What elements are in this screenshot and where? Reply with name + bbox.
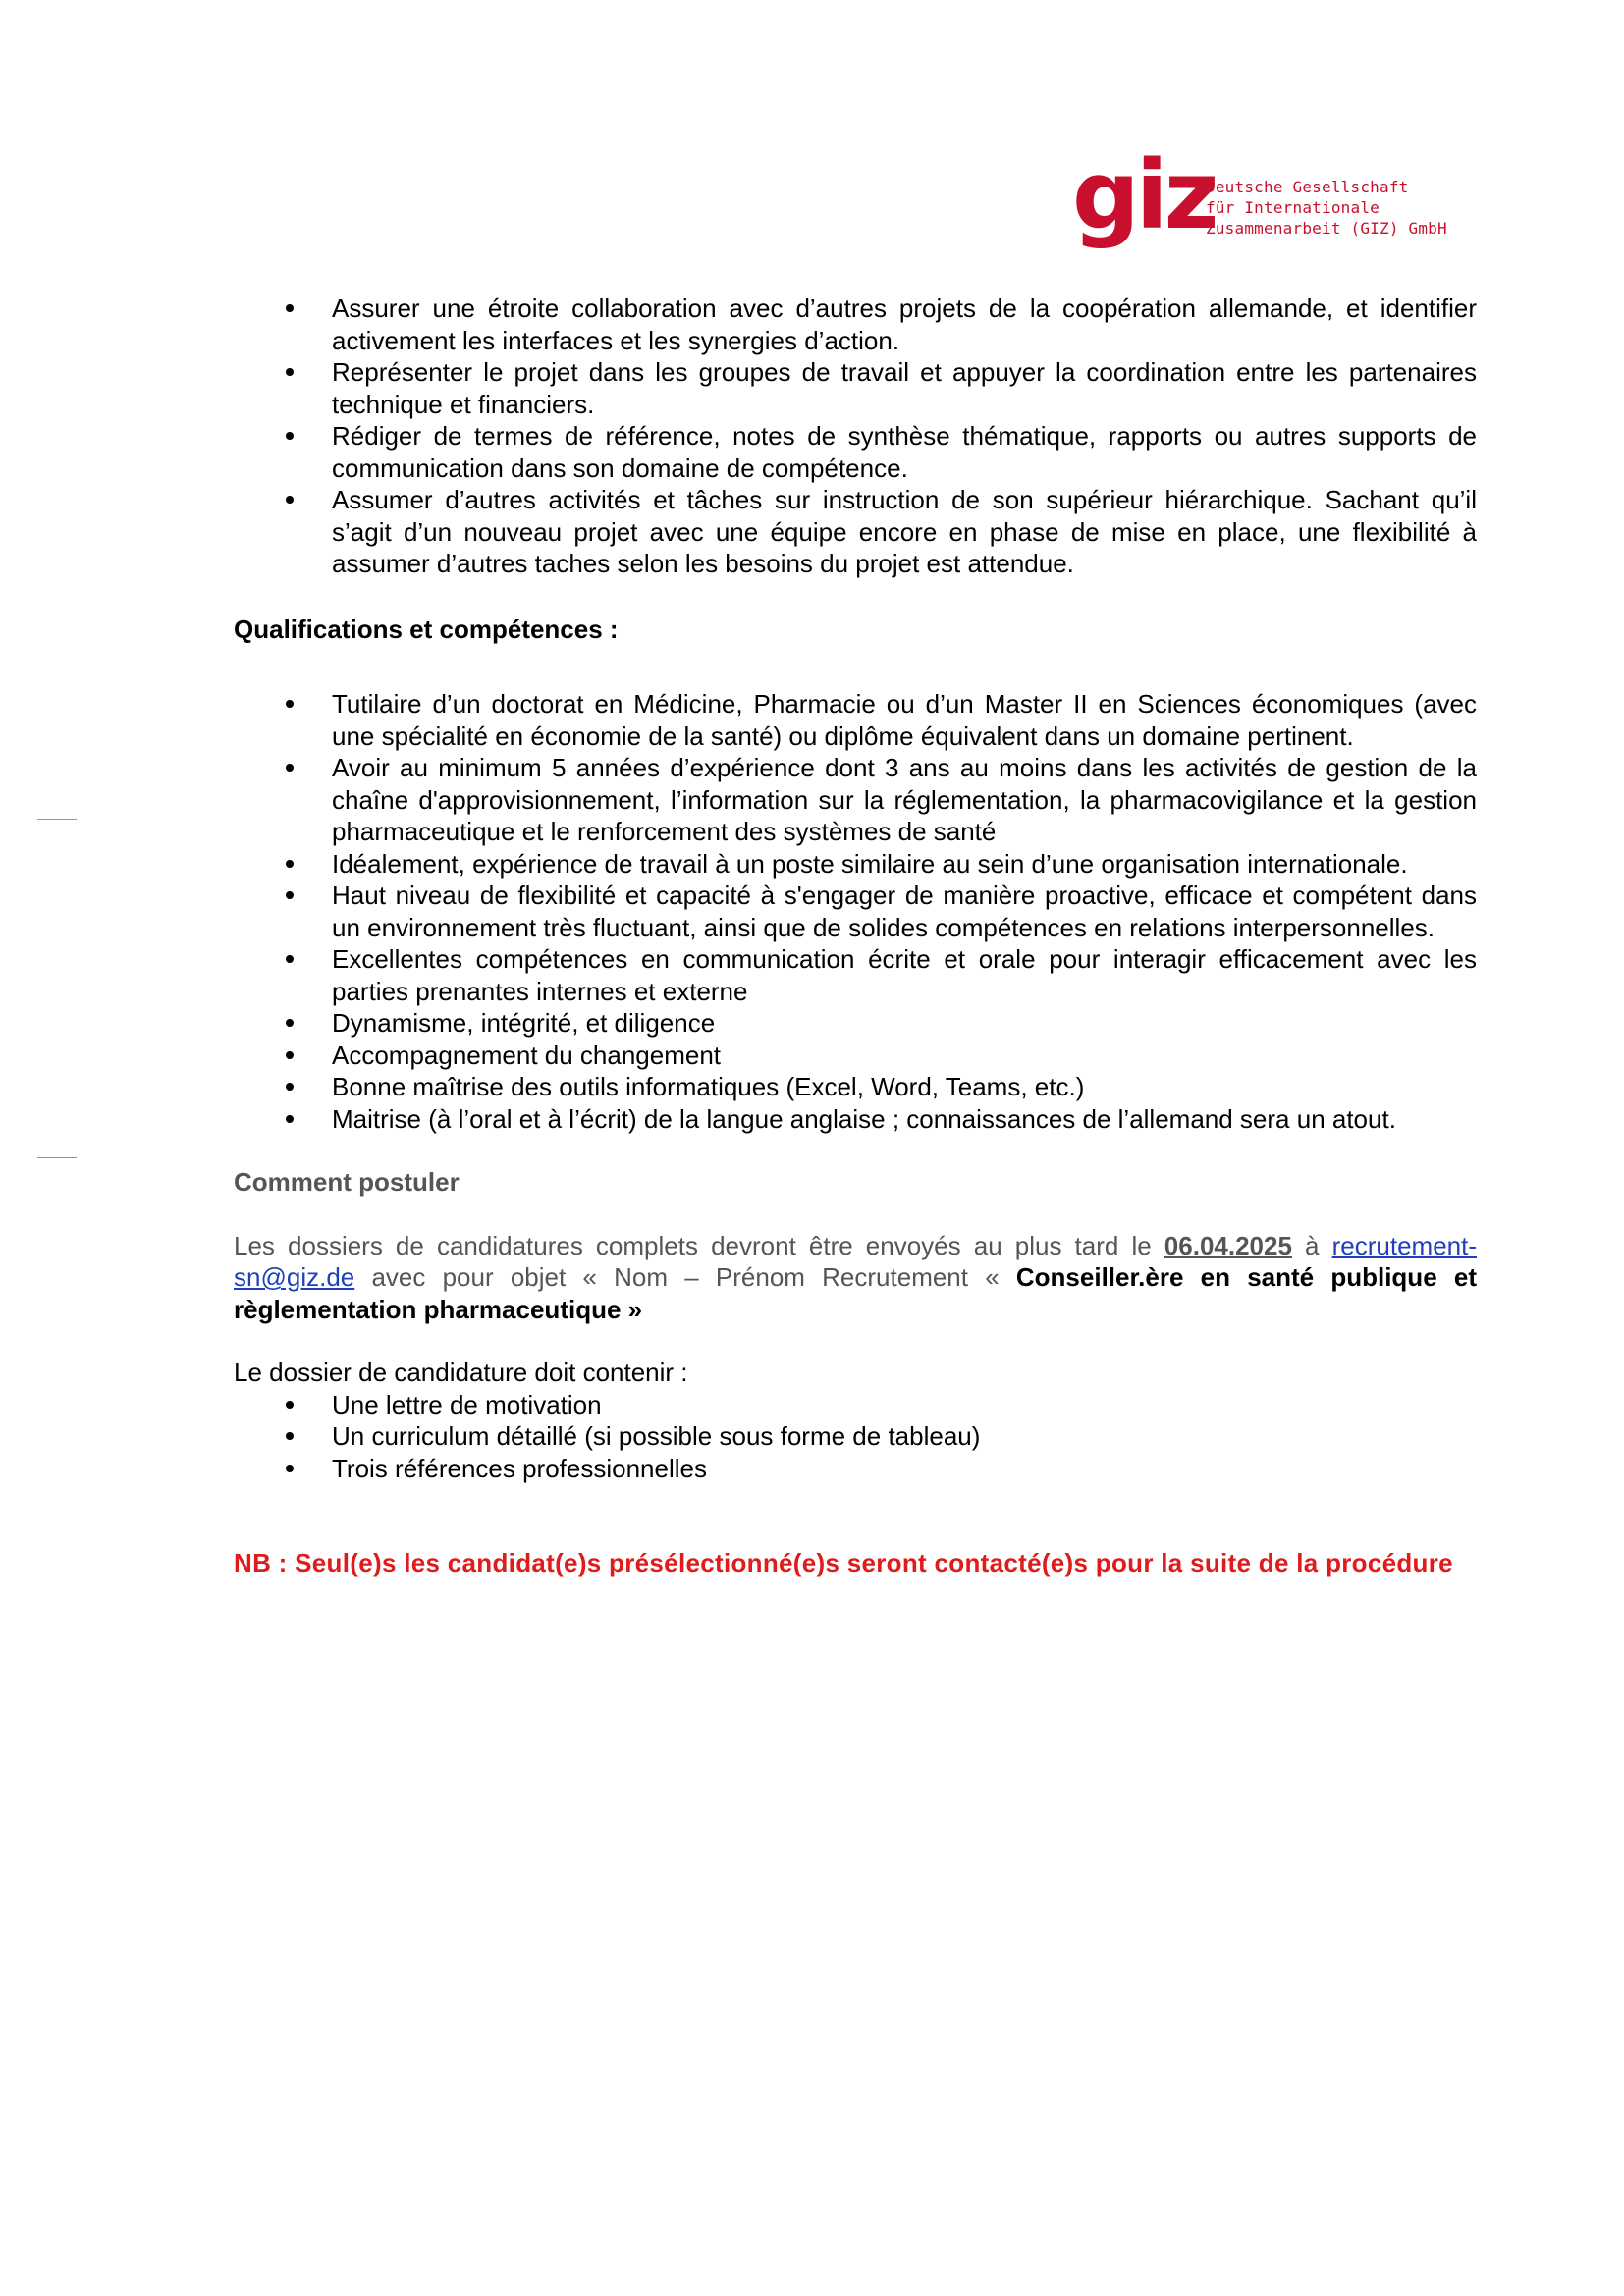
giz-logo: [1072, 140, 1447, 267]
nb-note: NB : Seul(e)s les candidat(e)s présélectionné(e)s seront contacté(e)s pour la suite de la procédure: [234, 1548, 1453, 1577]
tasks-list: [234, 293, 1477, 580]
document-body: [234, 293, 1477, 1579]
list-item: Assumer d’autres activités et tâches sur instruction de son supérieur hiérarchique. Sachant qu’il s’agit d’un nouveau projet avec une équipe encore en phase de mise en place, une flexibilité à assumer d’autres taches selon les besoins du projet est attendue.: [234, 484, 1477, 580]
list-item: Idéalement, expérience de travail à un poste similaire au sein d’une organisation internationale.: [234, 848, 1477, 881]
margin-marker: [37, 1157, 77, 1158]
dossier-intro: Le dossier de candidature doit contenir :: [234, 1358, 688, 1387]
logo-line-2: für Internationale: [1206, 198, 1380, 217]
list-item: Accompagnement du changement: [234, 1040, 1477, 1072]
apply-text-after-date: à: [1291, 1230, 1332, 1260]
qualifications-heading: Qualifications et compétences :: [234, 614, 619, 644]
list-item: Une lettre de motivation: [234, 1389, 1477, 1421]
list-item: Assurer une étroite collaboration avec d’autres projets de la coopération allemande, et identifier activement les interfaces et les synergies d’action.: [234, 293, 1477, 356]
list-item: Rédiger de termes de référence, notes de synthèse thématique, rapports ou autres supports de communication dans son domaine de compétence.: [234, 420, 1477, 484]
apply-heading: Comment postuler: [234, 1167, 460, 1197]
list-item: Haut niveau de flexibilité et capacité à s'engager de manière proactive, efficace et compétent dans un environnement très fluctuant, ainsi que de solides compétences en relations interpersonnelles.: [234, 880, 1477, 943]
apply-subject-text: avec pour objet « Nom – Prénom Recrutement «: [354, 1262, 1016, 1292]
logo-line-3: Zusammenarbeit (GIZ) GmbH: [1206, 219, 1447, 238]
email-link[interactable]: recrutement-sn@giz.de: [234, 1230, 1477, 1292]
list-item: Tutilaire d’un doctorat en Médicine, Pharmacie ou d’un Master II en Sciences économiques (avec une spécialité en économie de la santé) ou diplôme équivalent dans un domaine pertinent.: [234, 688, 1477, 752]
svg-text:giz: giz: [1072, 140, 1216, 250]
list-item: Trois références professionnelles: [234, 1453, 1477, 1485]
list-item: Un curriculum détaillé (si possible sous forme de tableau): [234, 1420, 1477, 1453]
margin-marker: [37, 819, 77, 820]
list-item: Représenter le projet dans les groupes de travail et appuyer la coordination entre les partenaires technique et financiers.: [234, 356, 1477, 420]
qualifications-list: [234, 688, 1477, 1135]
list-item: Maitrise (à l’oral et à l’écrit) de la langue anglaise ; connaissances de l’allemand sera un atout.: [234, 1103, 1477, 1136]
list-item: Bonne maîtrise des outils informatiques (Excel, Word, Teams, etc.): [234, 1071, 1477, 1103]
list-item: Excellentes compétences en communication écrite et orale pour interagir efficacement avec les parties prenantes internes et externe: [234, 943, 1477, 1007]
position-title: Conseiller.ère en santé publique et règlementation pharmaceutique »: [234, 1262, 1477, 1324]
list-item: Avoir au minimum 5 années d’expérience dont 3 ans au moins dans les activités de gestion de la chaîne d'approvisionnement, l’information sur la réglementation, la pharmacovigilance et la gestion pharmaceutique et le renforcement des systèmes de santé: [234, 752, 1477, 848]
giz-logo-text: [1206, 177, 1445, 239]
deadline-date: 06.04.2025: [1164, 1230, 1292, 1260]
dossier-list: [234, 1389, 1477, 1485]
list-item: Dynamisme, intégrité, et diligence: [234, 1007, 1477, 1040]
apply-paragraph: [234, 1230, 1477, 1326]
giz-logo-mark: [1072, 140, 1216, 267]
logo-line-1: Deutsche Gesellschaft: [1206, 178, 1409, 196]
apply-text-before-date: Les dossiers de candidatures complets devront être envoyés au plus tard le: [234, 1230, 1164, 1260]
